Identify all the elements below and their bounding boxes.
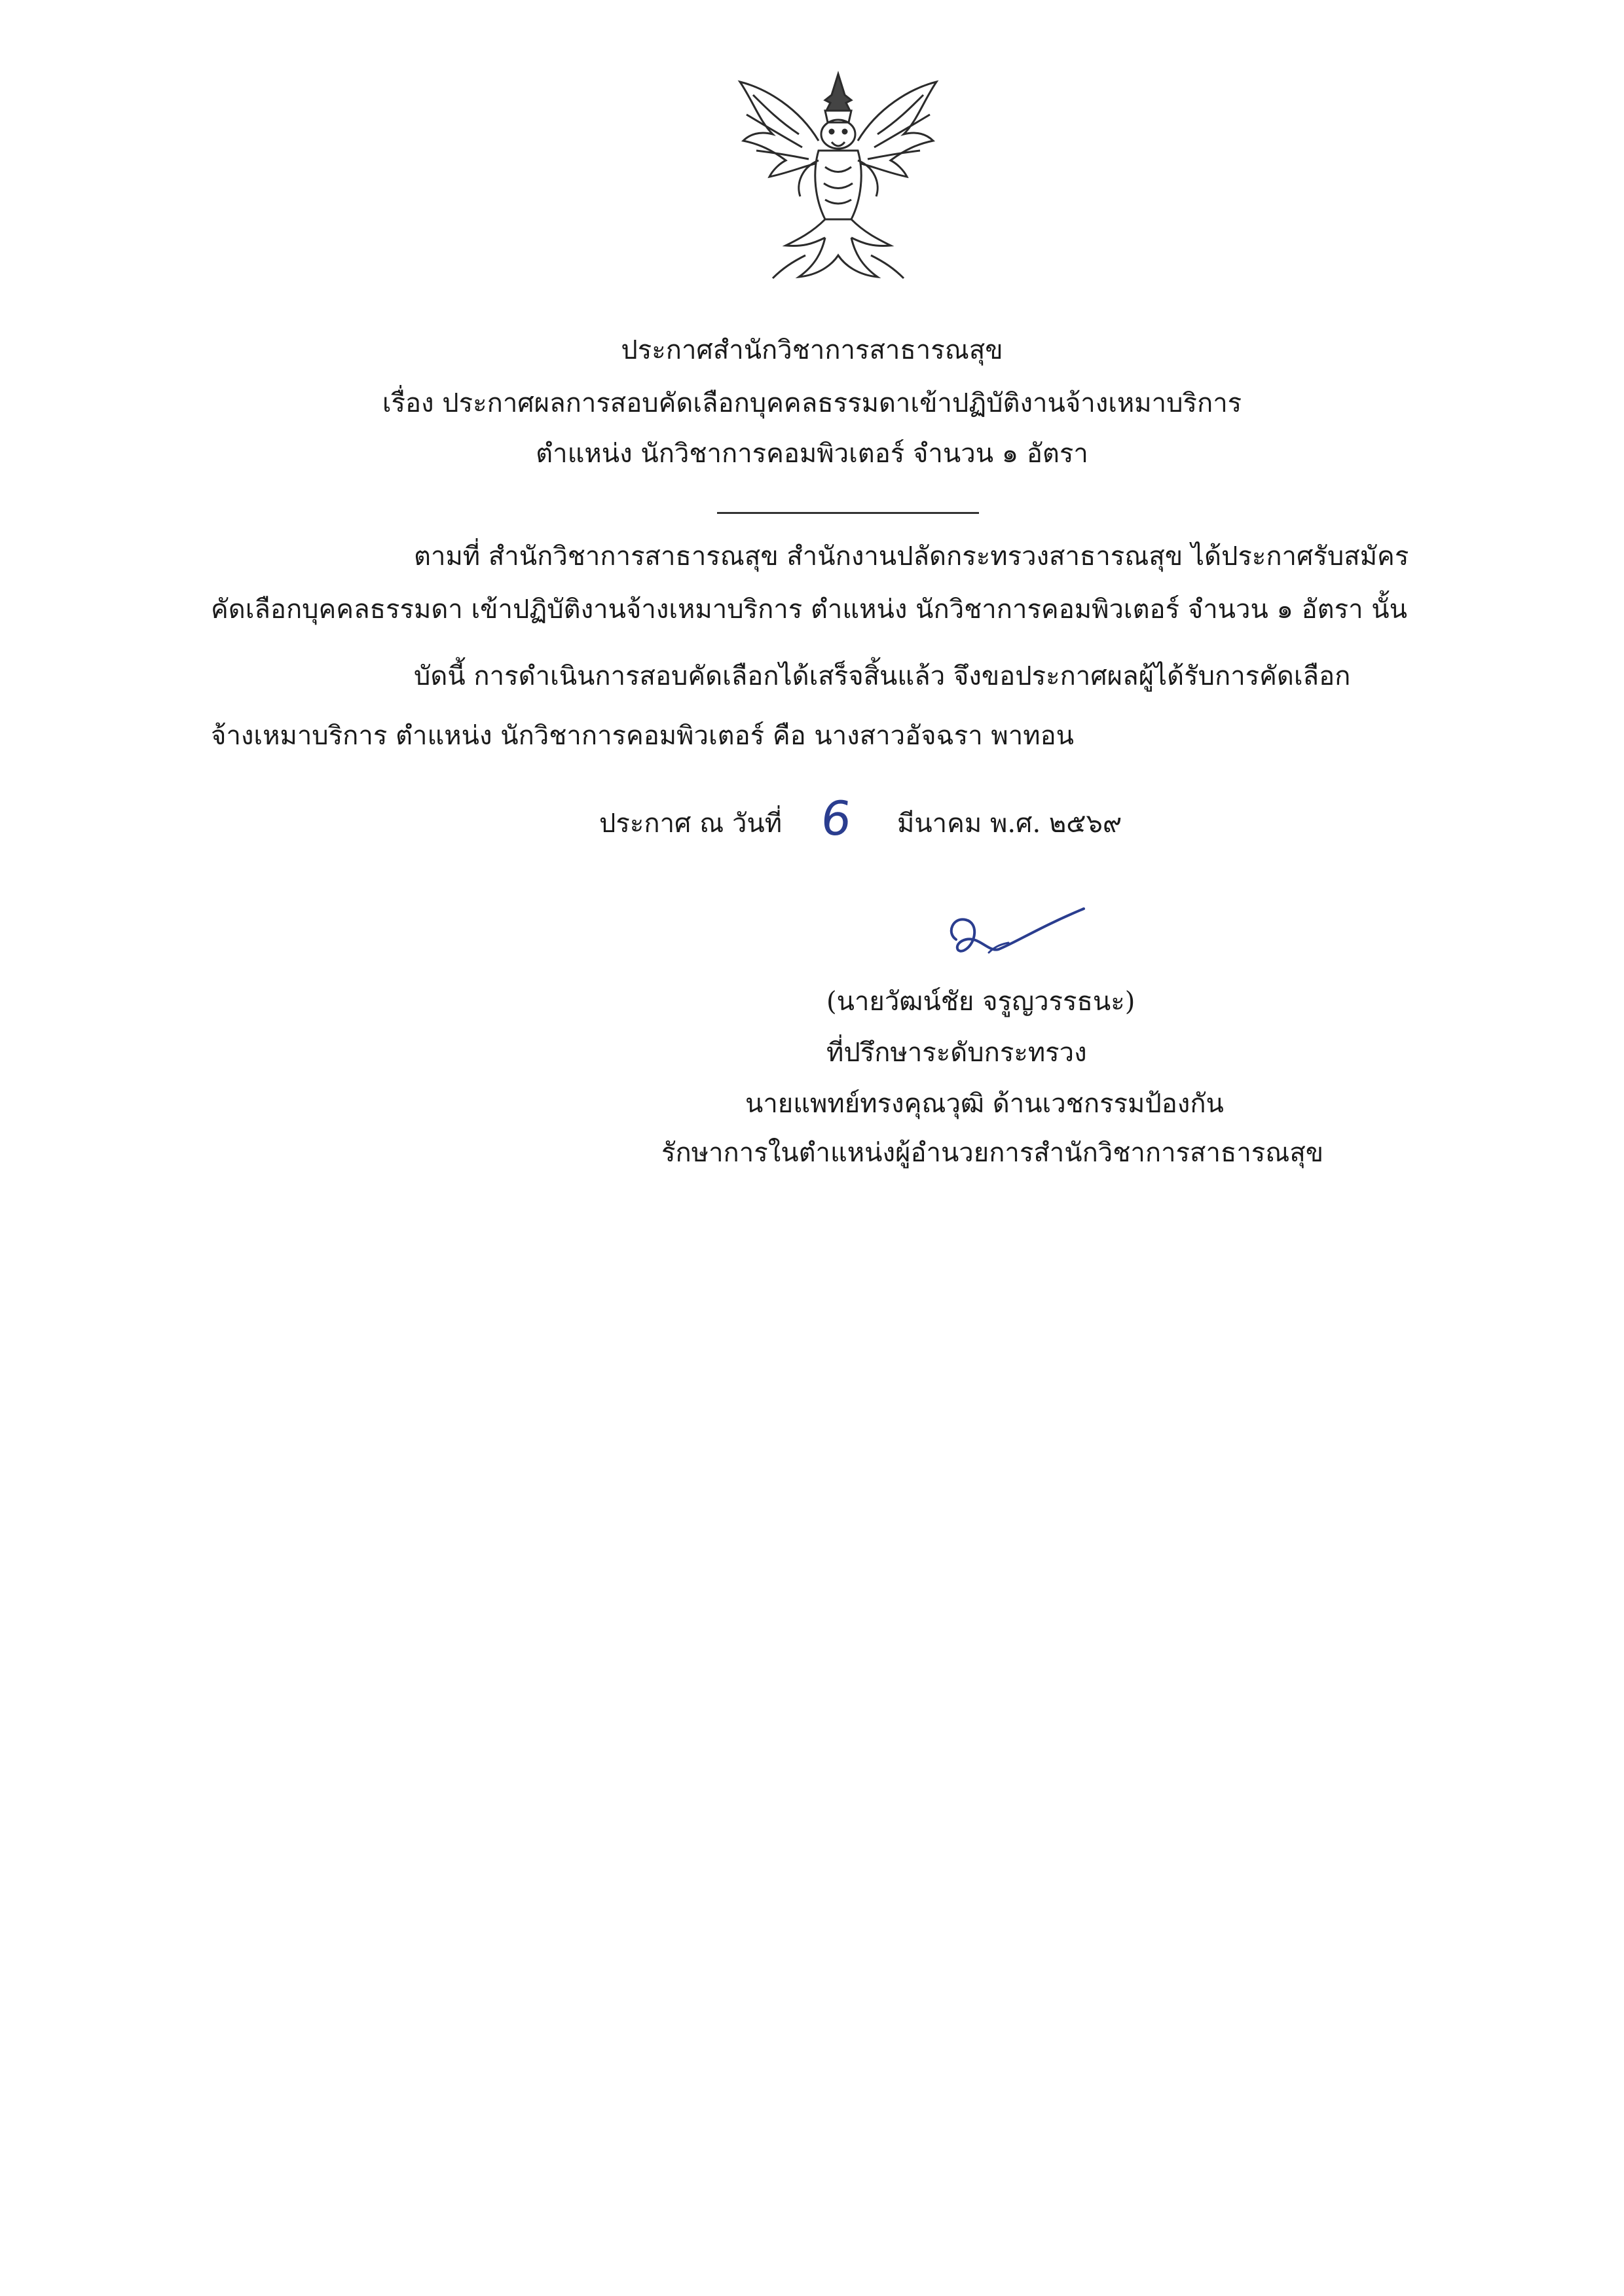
paragraph-1-line-1: ตามที่ สำนักวิชาการสาธารณสุข สำนักงานปลัดกระทรวงสาธารณสุข ได้ประกาศรับสมัคร — [414, 541, 1409, 572]
issuer-heading: ประกาศสำนักวิชาการสาธารณสุข — [621, 335, 1003, 365]
position-line: ตำแหน่ง นักวิชาการคอมพิวเตอร์ จำนวน ๑ อัตรา — [536, 439, 1088, 469]
signatory-title-1: ที่ปรึกษาระดับกระทรวง — [826, 1038, 1087, 1068]
announcement-prefix: ประกาศ ณ วันที่ — [599, 809, 783, 839]
paragraph-2-line-1: บัดนี้ การดำเนินการสอบคัดเลือกได้เสร็จสิ้นแล้ว จึงขอประกาศผลผู้ได้รับการคัดเลือก — [414, 661, 1351, 691]
signatory-title-2: นายแพทย์ทรงคุณวุฒิ ด้านเวชกรรมป้องกัน — [745, 1089, 1224, 1119]
handwritten-signature — [943, 903, 1094, 975]
signatory-title-3: รักษาการในตำแหน่งผู้อำนวยการสำนักวิชาการสาธารณสุข — [661, 1138, 1324, 1168]
garuda-emblem-icon — [727, 69, 950, 285]
paragraph-1-line-2: คัดเลือกบุคคลธรรมดา เข้าปฏิบัติงานจ้างเหมาบริการ ตำแหน่ง นักวิชาการคอมพิวเตอร์ จำนวน ๑ อัตรา นั้น — [211, 594, 1407, 625]
divider — [717, 512, 979, 514]
subject-line: เรื่อง ประกาศผลการสอบคัดเลือกบุคคลธรรมดาเข้าปฏิบัติงานจ้างเหมาบริการ — [382, 388, 1242, 418]
paragraph-2-line-2: จ้างเหมาบริการ ตำแหน่ง นักวิชาการคอมพิวเตอร์ คือ นางสาวอัจฉรา พาทอน — [211, 721, 1074, 751]
announcement-date — [599, 791, 1122, 846]
announcement-month-year: มีนาคม พ.ศ. ๒๕๖๙ — [896, 809, 1122, 839]
signatory-name: (นายวัฒน์ชัย จรูญวรรธนะ) — [826, 987, 1135, 1017]
handwritten-day: 6 — [818, 791, 855, 846]
